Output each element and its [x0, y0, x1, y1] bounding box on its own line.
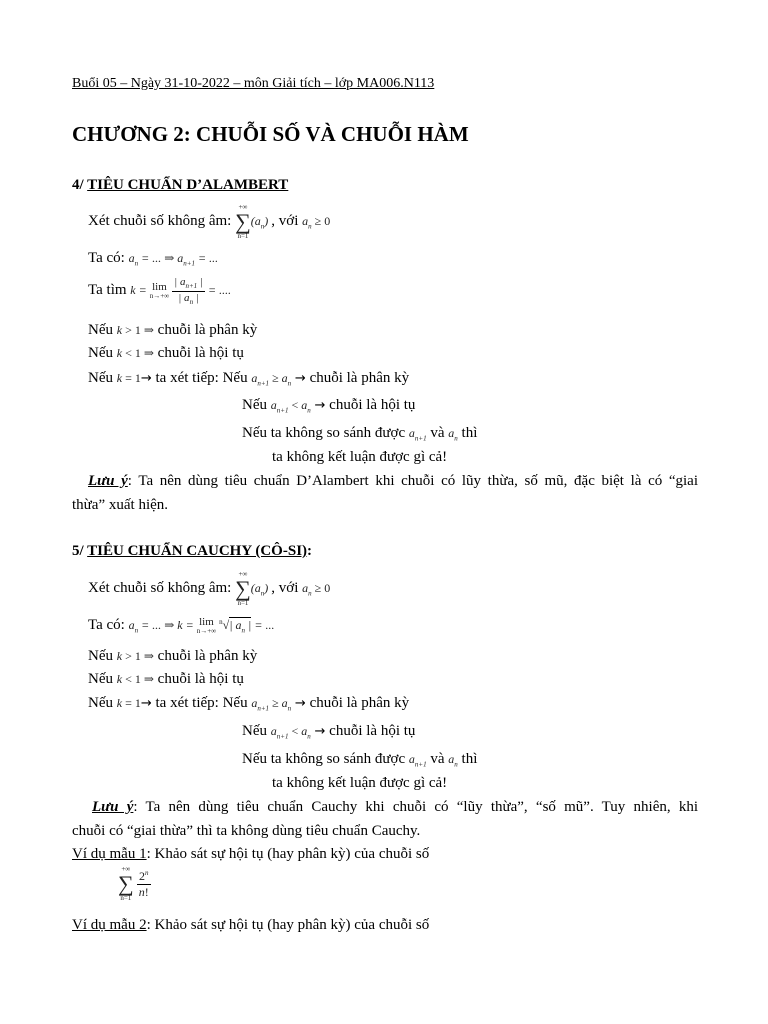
s5-subcase-cannot: [242, 750, 477, 769]
s5-note-line-2: chuỗi có “giai thừa” thì ta không dùng tiêu chuẩn Cauchy.: [72, 823, 421, 839]
s4-if-2: Nếu: [88, 345, 113, 361]
s5-continue-text: ta xét tiếp: Nếu: [155, 695, 248, 711]
s5-convergent-1: chuỗi là hội tụ: [157, 671, 244, 687]
s4-consider-line: [88, 204, 330, 240]
s4-no-conclusion: ta không kết luận được gì cả!: [272, 449, 448, 465]
s4-subcase-cannot: [242, 424, 477, 443]
s4-nonneg-condition: $a_n \ge 0$: [302, 213, 331, 231]
s4-then: thì: [461, 425, 478, 441]
s4-note-text-1: : Ta nên dùng tiêu chuẩn D’Alambert khi chuỗi có lũy thừa, số mũ, đặc biệt là có “giai: [127, 473, 699, 489]
s5-an1: $a_{n+1}$: [408, 752, 427, 769]
s5-k-eq-1: k = 1: [116, 696, 141, 710]
s5-if-1: Nếu: [88, 648, 113, 664]
example-2-label: Ví dụ mẫu 2: [72, 917, 147, 933]
s4-if-3: Nếu: [88, 370, 113, 386]
example-1-series: +∞ ∑ n=1 $\frac{2^n}{n!}$: [118, 865, 149, 902]
section-4-number: 4/: [72, 177, 84, 193]
s4-we-find-line: [88, 276, 231, 306]
right-arrow-icon: →: [314, 724, 326, 739]
s4-consider-text: Xét chuỗi số không âm:: [88, 212, 232, 229]
s5-an: $a_n$: [448, 752, 458, 769]
s4-convergent-1: chuỗi là hội tụ: [157, 345, 244, 361]
section-5-title: TIÊU CHUẨN CAUCHY (CÔ-SI): [87, 543, 308, 559]
s5-consider-line: [88, 571, 330, 607]
section-5-number: 5/: [72, 543, 84, 559]
example-2: [72, 916, 429, 934]
s5-case-k-eq-1: [88, 694, 409, 713]
s4-we-have-text: Ta có:: [88, 250, 125, 266]
s4-case-k-eq-1: [88, 369, 409, 388]
s5-if-4: Nếu: [242, 723, 267, 739]
s4-series-formula: +∞ ∑ n=1 $(a_n)$: [235, 203, 272, 240]
s4-we-find-text: Ta tìm: [88, 281, 127, 298]
section-5-colon: :: [307, 543, 313, 559]
right-arrow-icon: →: [294, 696, 306, 711]
s4-continue-text: ta xét tiếp: Nếu: [155, 370, 248, 386]
example-1-text: : Khảo sát sự hội tụ (hay phân kỳ) của chuỗi số: [146, 846, 430, 862]
s4-k-gt-1: k > 1 ⇒: [116, 323, 154, 337]
s4-k-lt-1: k < 1 ⇒: [116, 346, 154, 360]
s5-k-lt-1: k < 1 ⇒: [116, 672, 154, 686]
s5-case-k-lt-1: [88, 670, 244, 688]
s4-an1: $a_{n+1}$: [408, 426, 427, 443]
s4-case-k-gt-1: [88, 321, 257, 339]
s4-an-formula: $a_n$ = ... ⇒ $a_{n+1}$ = ...: [128, 251, 219, 268]
s4-with-text: , với: [271, 212, 299, 229]
section-5-heading: [72, 542, 312, 560]
s5-note: [72, 798, 698, 816]
chapter-title: CHƯƠNG 2: CHUỖI SỐ VÀ CHUỖI HÀM: [72, 122, 469, 146]
s4-note-label: Lưu ý: [88, 473, 128, 489]
s5-if-2: Nếu: [88, 671, 113, 687]
s4-k-eq-1: k = 1: [116, 371, 141, 385]
s4-case-k-lt-1: [88, 344, 244, 362]
right-arrow-icon: →: [314, 398, 326, 413]
s5-divergent-1: chuỗi là phân kỳ: [157, 648, 258, 664]
section-4-title: TIÊU CHUẨN D’ALAMBERT: [87, 177, 289, 193]
right-arrow-icon: →: [140, 696, 152, 711]
s5-divergent-2: chuỗi là phân kỳ: [309, 695, 410, 711]
s4-divergent-2: chuỗi là phân kỳ: [309, 370, 410, 386]
example-1: [72, 845, 429, 863]
s4-convergent-2: chuỗi là hội tụ: [329, 397, 416, 413]
s5-series-formula: +∞ ∑ n=1 $(a_n)$: [235, 570, 272, 607]
s5-an1-lt-an: $a_{n+1} < a_n$: [270, 724, 311, 741]
s4-if-1: Nếu: [88, 322, 113, 338]
s4-an1-ge-an: $a_{n+1} \ge a_n$: [251, 371, 292, 388]
s5-with-text: , với: [271, 579, 299, 596]
s5-convergent-2: chuỗi là hội tụ: [329, 723, 416, 739]
s5-nonneg-condition: $a_n \ge 0$: [302, 580, 331, 598]
example-1-label: Ví dụ mẫu 1: [72, 846, 147, 862]
s5-cannot-compare: Nếu ta không so sánh được: [242, 751, 406, 767]
s5-note-label: Lưu ý: [92, 799, 134, 815]
right-arrow-icon: →: [140, 371, 152, 386]
s5-we-have-text: Ta có:: [88, 617, 125, 633]
s5-then: thì: [461, 751, 478, 767]
s5-no-conclusion: ta không kết luận được gì cả!: [272, 775, 448, 791]
s5-case-k-gt-1: [88, 647, 257, 665]
s5-and: và: [430, 751, 445, 767]
section-4-heading: [72, 176, 288, 194]
s4-if-4: Nếu: [242, 397, 267, 413]
s5-note-text-1: : Ta nên dùng tiêu chuẩn Cauchy khi chuỗi có “lũy thừa”, “số mũ”. Tuy nhiên, khi: [133, 799, 698, 815]
s5-we-have-line: [88, 616, 274, 635]
s5-if-3: Nếu: [88, 695, 113, 711]
s4-an1-lt-an: $a_{n+1} < a_n$: [270, 398, 311, 415]
s4-subcase-lt: [242, 396, 415, 415]
right-arrow-icon: →: [294, 371, 306, 386]
s4-divergent-1: chuỗi là phân kỳ: [157, 322, 258, 338]
example-2-text: : Khảo sát sự hội tụ (hay phân kỳ) của chuỗi số: [146, 917, 430, 933]
s4-note-line-2: thừa” xuất hiện.: [72, 497, 169, 513]
s5-subcase-lt: [242, 722, 415, 741]
s4-note: [72, 472, 698, 490]
s5-k-gt-1: k > 1 ⇒: [116, 649, 154, 663]
s5-root-formula: $a_n$ = ... ⇒ k = lim n→+∞ $^n$√| $a_n$ | = ...: [128, 616, 275, 636]
s5-an1-ge-an: $a_{n+1} \ge a_n$: [251, 696, 292, 713]
s4-limit-formula: k = lim n→+∞ $\frac{| a_{n+1} |}{| a_n |}$ = ....: [130, 276, 232, 306]
session-header: Buổi 05 – Ngày 31-10-2022 – môn Giải tích – lớp MA006.N113: [72, 76, 435, 91]
s4-and: và: [430, 425, 445, 441]
s4-we-have-line: [88, 249, 218, 268]
s4-an: $a_n$: [448, 426, 458, 443]
s4-cannot-compare: Nếu ta không so sánh được: [242, 425, 406, 441]
s5-consider-text: Xét chuỗi số không âm:: [88, 579, 232, 596]
